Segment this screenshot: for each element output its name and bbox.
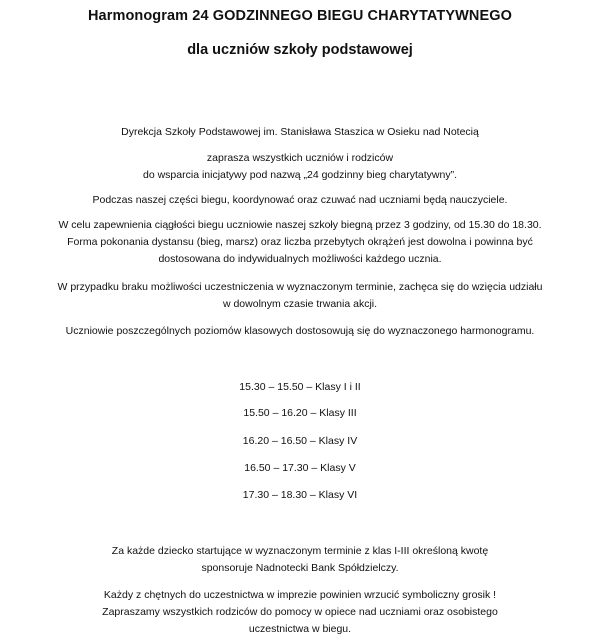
intro-line: zaprasza wszystkich uczniów i rodziców xyxy=(206,152,394,164)
rules-line: W przypadku braku możliwości uczestniczenia w wyznaczonym terminie, zachęca się do wzięcia udziału xyxy=(57,281,543,293)
rules-line: Uczniowie poszczególnych poziomów klasowych dostosowują się do wyznaczonego harmonogramu. xyxy=(65,325,535,337)
schedule-item: 16.20 – 16.50 – Klasy IV xyxy=(242,435,358,447)
schedule-item: 17.30 – 18.30 – Klasy VI xyxy=(242,489,358,501)
intro-line: Dyrekcja Szkoły Podstawowej im. Stanisława Staszica w Osieku nad Notecią xyxy=(121,126,479,138)
closing-line: Każdy z chętnych do uczestnictwa w imprezie powinien wrzucić symboliczny grosik ! xyxy=(103,589,497,601)
schedule-item: 15.50 – 16.20 – Klasy III xyxy=(243,407,357,419)
intro-line: do wsparcia inicjatywy pod nazwą „24 godzinny bieg charytatywny”. xyxy=(143,169,457,181)
rules-line: Forma pokonania dystansu (bieg, marsz) oraz liczba przebytych okrążeń jest dowolna i powinna być xyxy=(67,236,533,248)
page-title: Harmonogram 24 GODZINNEGO BIEGU CHARYTATYWNEGO xyxy=(87,8,513,24)
schedule-item: 16.50 – 17.30 – Klasy V xyxy=(244,462,356,474)
closing-line: Za każde dziecko startujące w wyznaczonym terminie z klas I-III określoną kwotę xyxy=(111,545,489,557)
closing-line: sponsoruje Nadnotecki Bank Spółdzielczy. xyxy=(201,562,399,574)
rules-line: dostosowana do indywidualnych możliwości każdego ucznia. xyxy=(158,253,442,265)
page-subtitle: dla uczniów szkoły podstawowej xyxy=(187,42,413,58)
schedule-item: 15.30 – 15.50 – Klasy I i II xyxy=(239,381,361,393)
rules-line: W celu zapewnienia ciągłości biegu uczniowie naszej szkoły biegną przez 3 godziny, od 15.30 do 18.30. xyxy=(58,219,542,231)
rules-line: w dowolnym czasie trwania akcji. xyxy=(222,298,378,310)
intro-line: Podczas naszej części biegu, koordynować oraz czuwać nad uczniami będą nauczyciele. xyxy=(92,194,508,206)
closing-line: uczestnictwa w biegu. xyxy=(248,623,352,635)
closing-line: Zapraszamy wszystkich rodziców do pomocy w opiece nad uczniami oraz osobistego xyxy=(102,606,498,618)
